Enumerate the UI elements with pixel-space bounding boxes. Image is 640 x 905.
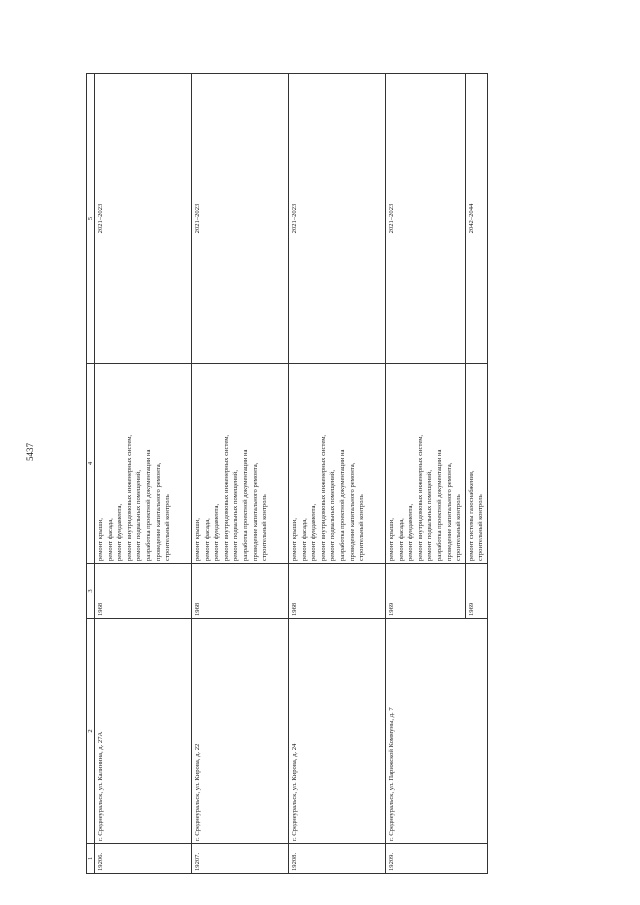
year-cell: 1969 — [386, 564, 466, 619]
work-item: разработка проектной документации на — [338, 449, 346, 561]
work-item: проведение капитального ремонта, — [348, 462, 356, 561]
period-cell: 2021–2023 — [95, 74, 192, 364]
works-cell — [465, 364, 487, 564]
work-item: проведение капитального ремонта, — [445, 462, 453, 561]
address-cell: г. Среднеуральск, ул. Калинина, д. 27А — [95, 619, 192, 844]
works-cell — [289, 364, 386, 564]
row-number: 19207. — [192, 844, 289, 874]
work-item: ремонт внутридомовых инженерных систем, — [319, 434, 327, 561]
work-item: ремонт фасада, — [397, 518, 405, 561]
work-item: ремонт фасада, — [203, 518, 211, 561]
work-item: ремонт крыши, — [291, 518, 298, 561]
period-cell: 2042–2044 — [465, 74, 487, 364]
work-item: проведение капитального ремонта, — [251, 462, 259, 561]
work-item: строительный контроль — [358, 494, 366, 561]
work-item: ремонт системы газоснабжения, — [467, 470, 475, 561]
year-cell: 1968 — [192, 564, 289, 619]
works-cell — [386, 364, 466, 564]
work-item: ремонт внутридомовых инженерных систем, — [416, 434, 424, 561]
work-item: ремонт подвальных помещений, — [232, 470, 240, 561]
work-item: строительный контроль — [261, 494, 269, 561]
work-item: ремонт фундамента, — [116, 503, 124, 561]
work-item: ремонт крыши, — [194, 518, 201, 561]
header-col-2: 2 — [87, 619, 95, 844]
work-item: ремонт крыши, — [388, 518, 395, 561]
year-cell: 1968 — [289, 564, 386, 619]
address-cell: г. Среднеуральск, ул. Кирова, д. 22 — [192, 619, 289, 844]
work-item: строительный контроль — [455, 494, 463, 561]
work-item: проведение капитального ремонта, — [154, 462, 162, 561]
work-item: ремонт подвальных помещений, — [426, 470, 434, 561]
table-header-row — [87, 74, 95, 874]
period-cell: 2021–2023 — [289, 74, 386, 364]
table-row — [192, 74, 289, 874]
works-cell — [95, 364, 192, 564]
work-item: ремонт внутридомовых инженерных систем, — [222, 434, 230, 561]
work-item: ремонт фундамента, — [213, 503, 221, 561]
page-number: 5437 — [25, 443, 35, 461]
repair-schedule-table — [86, 73, 488, 874]
row-number: 19208. — [289, 844, 386, 874]
work-item: ремонт фундамента, — [310, 503, 318, 561]
work-item: ремонт фундамента, — [407, 503, 415, 561]
rotated-table-container — [86, 74, 531, 874]
row-number: 19209. — [386, 844, 488, 874]
work-item: строительный контроль — [477, 494, 485, 561]
period-cell: 2021–2023 — [192, 74, 289, 364]
work-item: разработка проектной документации на — [435, 449, 443, 561]
work-item: ремонт подвальных помещений, — [329, 470, 337, 561]
work-item: ремонт подвальных помещений, — [135, 470, 143, 561]
header-col-1: 1 — [87, 844, 95, 874]
header-col-5: 5 — [87, 74, 95, 364]
work-item: строительный контроль — [164, 494, 172, 561]
row-number: 19206. — [95, 844, 192, 874]
year-cell: 1969 — [465, 564, 487, 619]
period-cell: 2021–2023 — [386, 74, 466, 364]
works-cell — [192, 364, 289, 564]
table-row — [95, 74, 192, 874]
work-item: ремонт фасада, — [106, 518, 114, 561]
year-cell: 1968 — [95, 564, 192, 619]
address-cell: г. Среднеуральск, ул. Кирова, д. 24 — [289, 619, 386, 844]
work-item: разработка проектной документации на — [241, 449, 249, 561]
work-item: ремонт крыши, — [97, 518, 104, 561]
table-row — [386, 74, 466, 874]
work-item: ремонт фасада, — [300, 518, 308, 561]
address-cell: г. Среднеуральск, ул. Парижской Коммуны, д. 7 — [386, 619, 488, 844]
header-col-4: 4 — [87, 364, 95, 564]
table-row — [289, 74, 386, 874]
work-item: разработка проектной документации на — [144, 449, 152, 561]
header-col-3: 3 — [87, 564, 95, 619]
work-item: ремонт внутридомовых инженерных систем, — [125, 434, 133, 561]
